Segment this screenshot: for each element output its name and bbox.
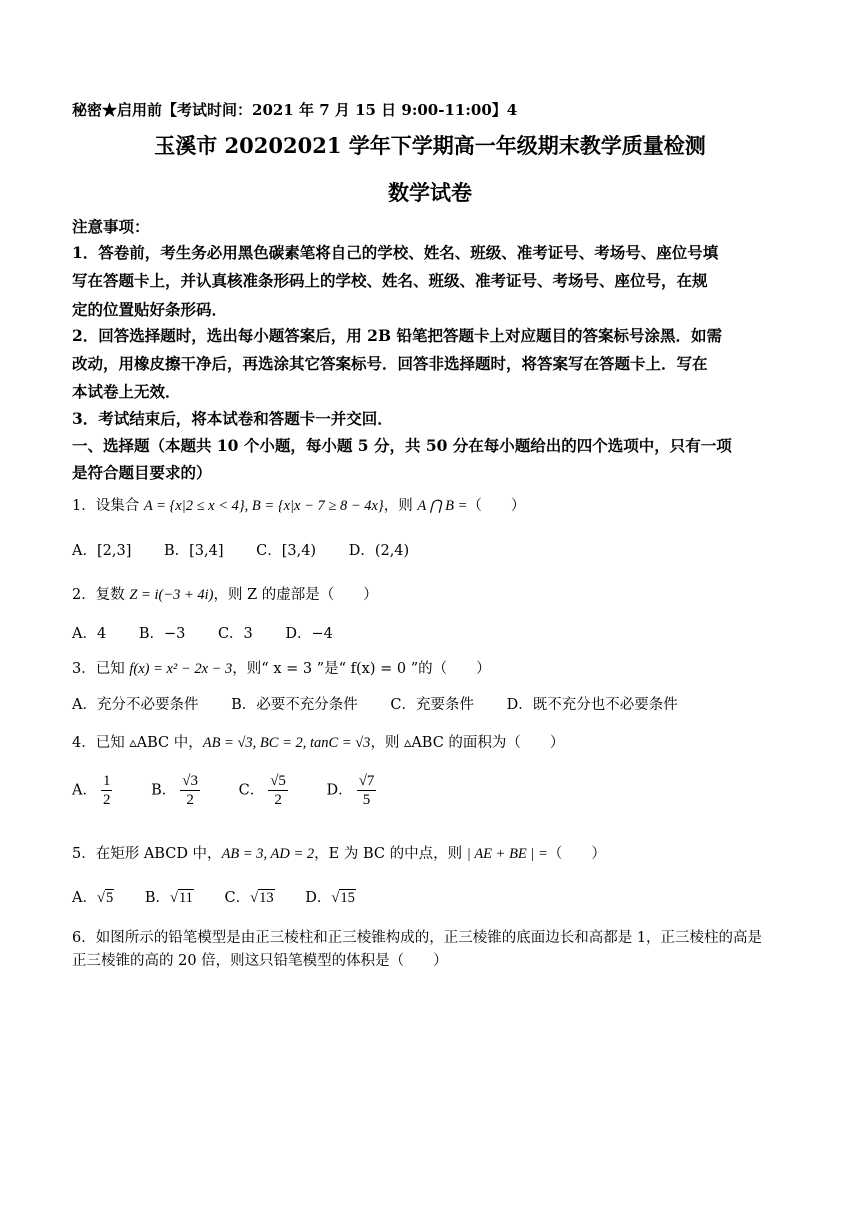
option-label: A．: [72, 782, 97, 799]
notice-line: 3．考试结束后，将本试卷和答题卡一并交回．: [72, 409, 393, 428]
fraction: [268, 772, 288, 809]
section-heading: 一、选择题（本题共 10 个小题，每小题 5 分，共 50 分在每小题给出的四个选项中，只有一项: [72, 436, 732, 455]
option-d: [327, 772, 381, 809]
question-math: Z = i(−3 + 4i): [129, 587, 214, 603]
question-1: [72, 494, 525, 515]
square-root: √11: [169, 890, 193, 906]
question-text: 2．复数: [72, 587, 130, 603]
option-c: C．3: [217, 626, 253, 642]
option-c: C．[3,4): [256, 543, 317, 559]
square-root: √13: [250, 890, 274, 906]
option-b: [145, 886, 194, 907]
option-c: C．充要条件: [390, 697, 474, 713]
notice-line: 2．回答选择题时，选出每小题答案后，用 2B 铅笔把答题卡上对应题目的答案标号涂黑．如需: [72, 326, 722, 345]
vector-expression: | AE + BE | =: [466, 846, 548, 862]
notice-line: 1．答卷前，考生务必用黑色碳素笔将自己的学校、姓名、班级、准考证号、考场号、座位号填: [72, 243, 719, 262]
option-b: B．必要不充分条件: [231, 697, 358, 713]
confidential-header: 秘密★启用前【考试时间：2021 年 7 月 15 日 9:00-11:00】4: [72, 101, 518, 119]
notice-line: 定的位置贴好条形码．: [72, 300, 228, 319]
option-d: D．既不充分也不必要条件: [506, 697, 678, 713]
square-root: √5: [96, 890, 114, 906]
options-4: [72, 772, 408, 809]
denominator: 2: [186, 792, 194, 808]
options-3: [72, 693, 706, 714]
denominator: 2: [102, 792, 111, 808]
option-label: C．: [224, 890, 251, 906]
question-text: 4．已知 ▵ABC 中，: [72, 735, 203, 751]
numerator: √7: [358, 773, 375, 789]
fraction: [180, 772, 200, 809]
question-text: ，则 Z 的虚部是（ ）: [213, 587, 378, 603]
exam-subtitle: 数学试卷: [388, 180, 472, 205]
numerator: 1: [102, 773, 111, 789]
option-label: A．: [72, 890, 97, 906]
option-a: A．4: [72, 626, 107, 642]
question-6-cont: 正三棱锥的高的 20 倍，则这只铅笔模型的体积是（ ）: [72, 953, 448, 969]
radicand: 5: [105, 890, 114, 906]
notice-line: 改动，用橡皮擦干净后，再选涂其它答案标号．回答非选择题时，将答案写在答题卡上．写在: [72, 354, 708, 373]
question-text: ，则“ x = 3 ”是“ f(x) = 0 ”的（ ）: [232, 661, 491, 677]
option-label: C．: [238, 782, 265, 799]
notice-heading: 注意事项：: [72, 217, 150, 236]
denominator: 5: [362, 792, 371, 808]
notice-line: 写在答题卡上，并认真核准条形码上的学校、姓名、班级、准考证号、考场号、座位号，在规: [72, 271, 708, 290]
option-b: B．−3: [138, 626, 186, 642]
question-5: [72, 842, 606, 863]
option-d: D．−4: [285, 626, 333, 642]
section-heading-cont: 是符合题目要求的）: [72, 463, 212, 482]
option-b: [151, 772, 204, 809]
question-math: A ⋂ B =: [417, 498, 468, 514]
option-label: D．: [326, 782, 353, 799]
option-d: [305, 886, 356, 907]
option-label: B．: [144, 890, 170, 906]
question-text: 5．在矩形 ABCD 中，: [72, 846, 222, 862]
options-2: [72, 622, 361, 643]
question-3: [72, 657, 491, 678]
question-4: [72, 731, 564, 752]
question-text: ，则 ▵ABC 的面积为（ ）: [370, 735, 565, 751]
option-a: [72, 886, 114, 907]
option-a: A．[2,3]: [72, 543, 132, 559]
option-a: [72, 772, 116, 809]
option-label: B．: [151, 782, 177, 799]
options-5: [72, 886, 384, 907]
question-text: ，则: [383, 498, 418, 514]
option-c: [239, 772, 292, 809]
denominator: 2: [274, 792, 282, 808]
question-text: （ ）: [547, 846, 606, 862]
numerator: √3: [182, 773, 198, 789]
question-text: 1．设集合: [72, 498, 144, 514]
notice-line: 本试卷上无效．: [72, 382, 181, 401]
radicand: 11: [178, 890, 193, 906]
fraction: [101, 772, 113, 809]
question-text: （ ）: [467, 498, 526, 514]
option-label: D．: [305, 890, 332, 906]
radicand: 15: [340, 890, 355, 906]
radicand: 13: [259, 890, 274, 906]
exam-title: 玉溪市 20202021 学年下学期高一年级期末教学质量检测: [154, 133, 706, 158]
option-c: [225, 886, 275, 907]
question-math: f(x) = x² − 2x − 3: [129, 661, 233, 677]
question-6: 6．如图所示的铅笔模型是由正三棱柱和正三棱锥构成的，正三棱锥的底面边长和高都是 1，正三棱柱的高是: [72, 930, 763, 946]
question-text: 3．已知: [72, 661, 130, 677]
numerator: √5: [270, 773, 286, 789]
option-d: D．(2,4): [348, 543, 410, 559]
question-math: A = {x|2 ≤ x < 4}, B = {x|x − 7 ≥ 8 − 4x}: [143, 498, 384, 514]
question-text: ，E 为 BC 的中点，则: [314, 846, 467, 862]
options-1: [72, 539, 437, 560]
question-math: AB = √3, BC = 2, tanC = √3: [202, 735, 371, 751]
question-math: AB = 3, AD = 2: [221, 846, 315, 862]
fraction: [357, 772, 377, 809]
question-2: [72, 583, 378, 604]
square-root: √15: [331, 890, 355, 906]
option-b: B．[3,4]: [163, 543, 224, 559]
option-a: A．充分不必要条件: [72, 697, 199, 713]
